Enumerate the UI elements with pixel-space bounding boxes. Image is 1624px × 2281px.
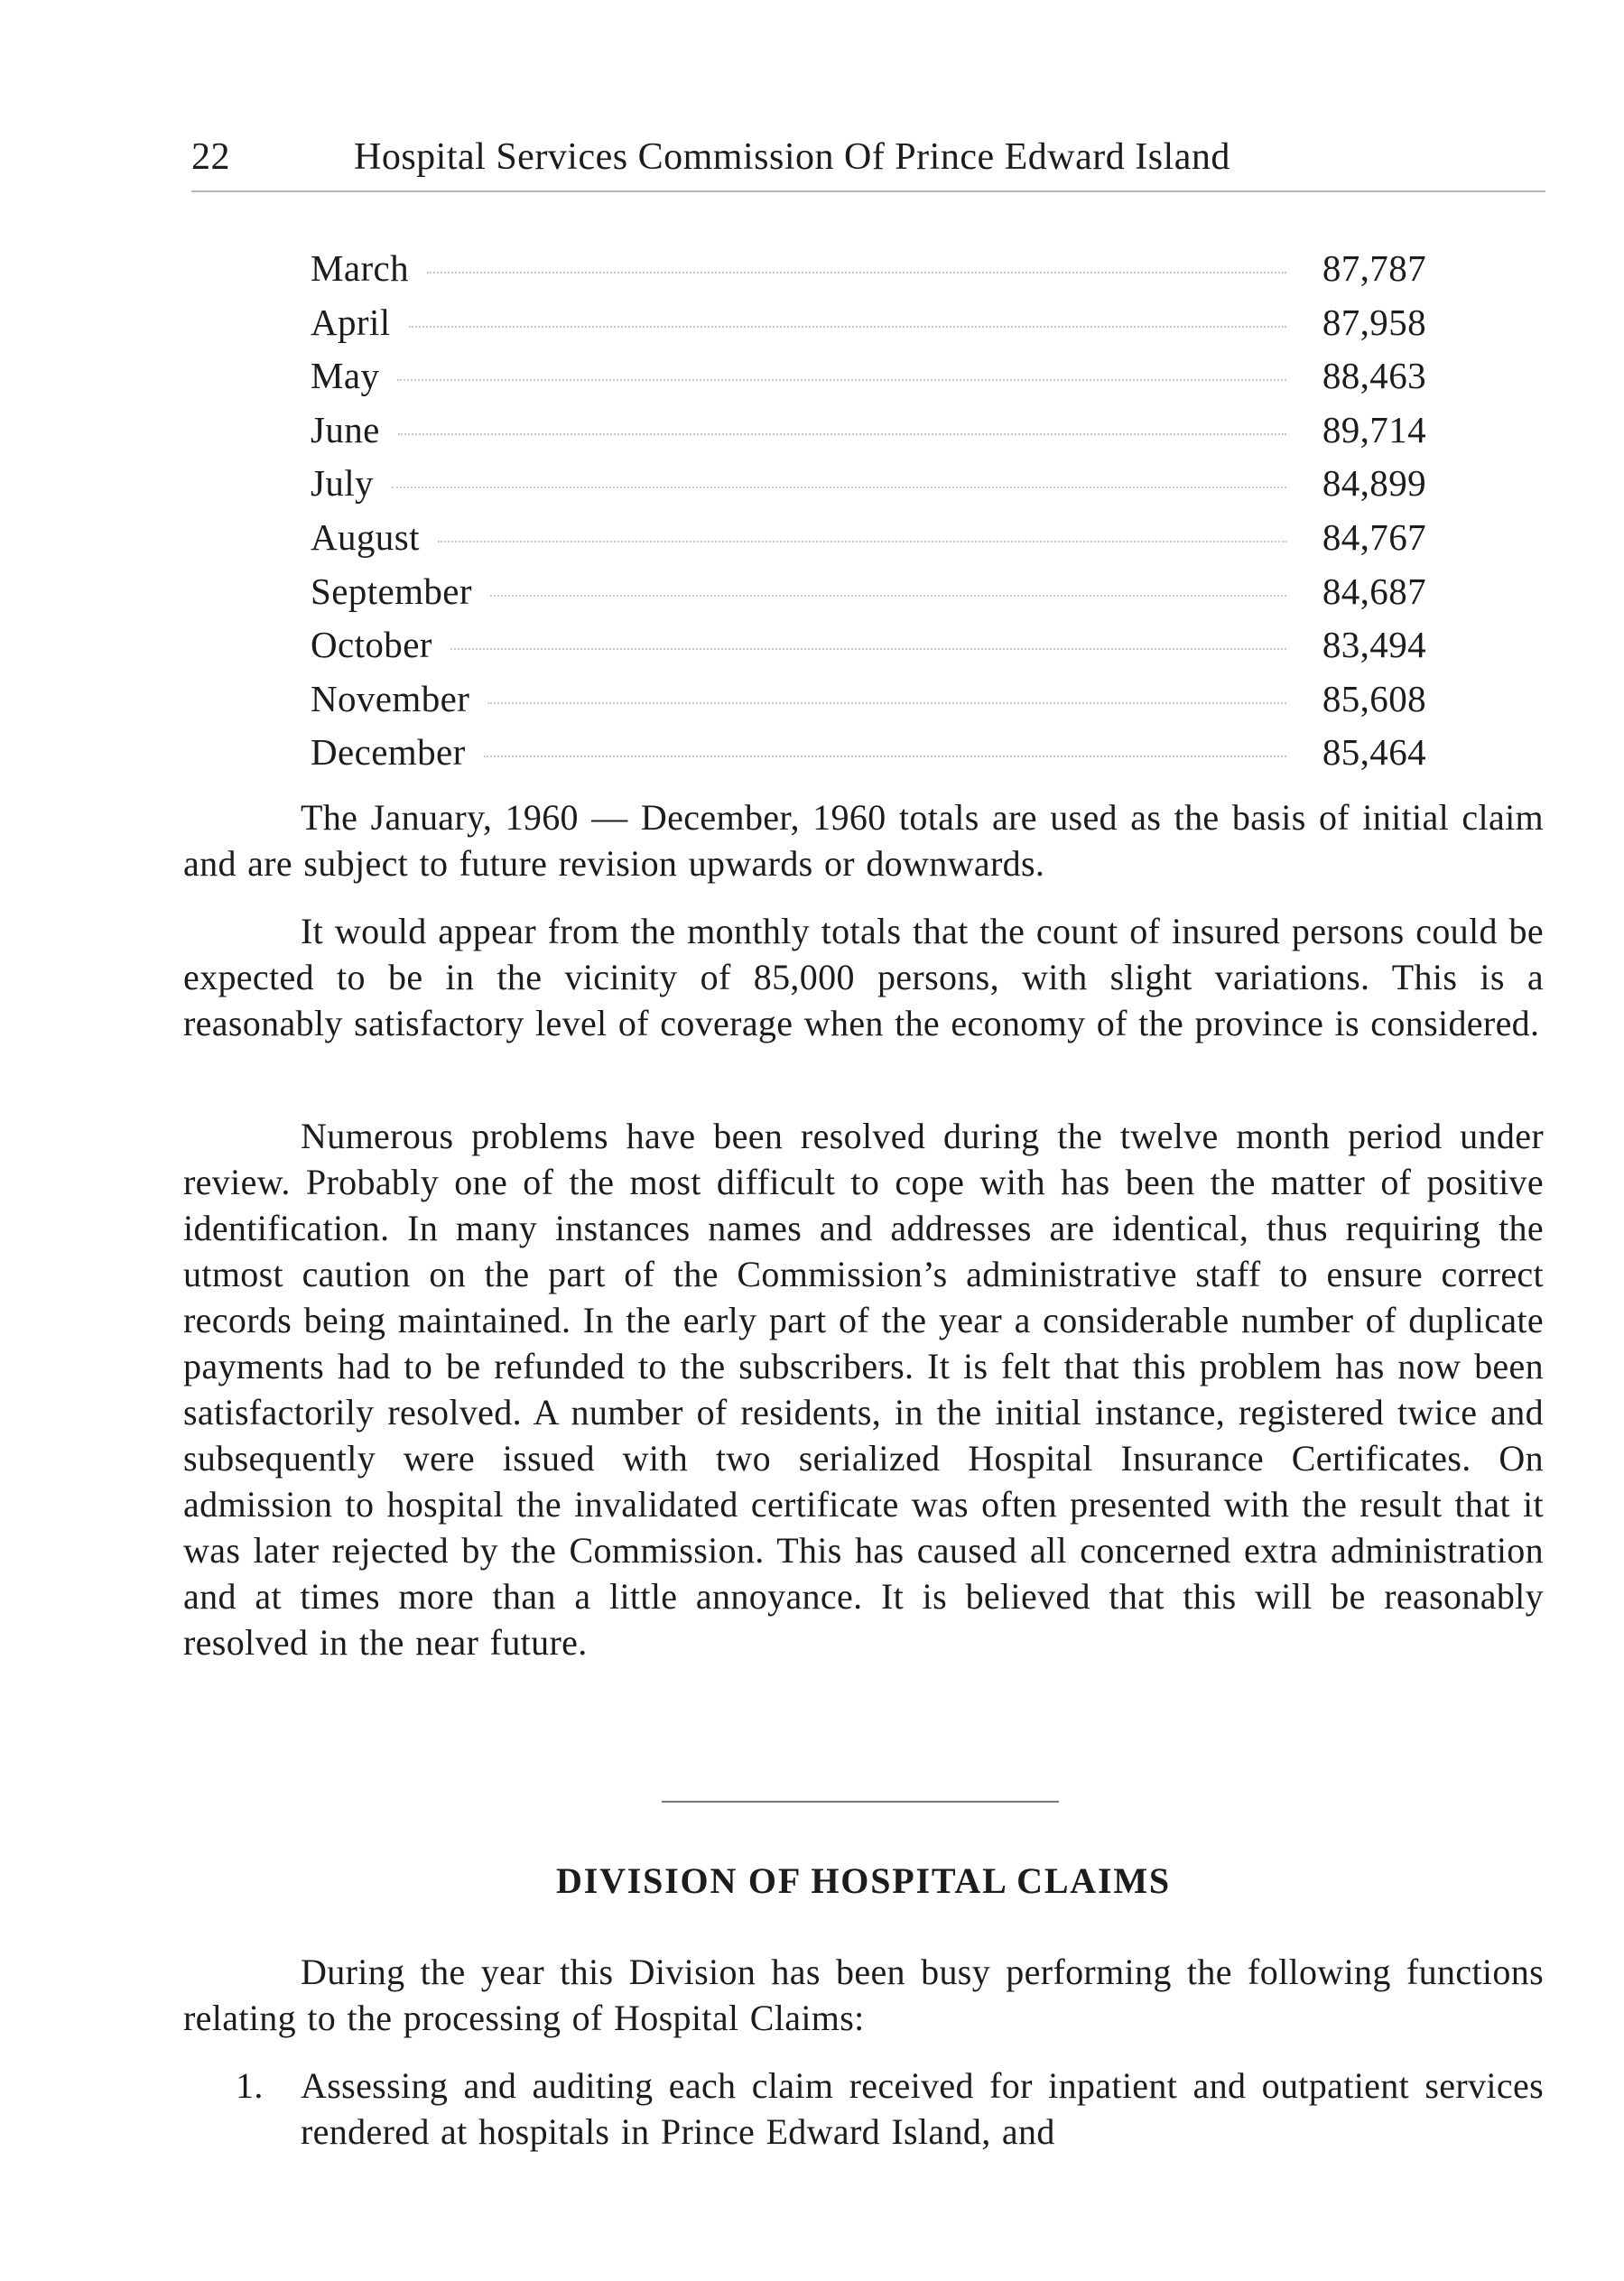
running-title: Hospital Services Commission Of Prince Edward Island [354,136,1230,178]
month-label: July [311,462,374,505]
paragraph-totals-basis: The January, 1960 — December, 1960 totals are used as the basis of initial claim and are subject to future revision upwards or downwards. [183,797,1544,884]
month-label: October [311,624,432,666]
table-row [311,403,1426,458]
month-value: 89,714 [1322,408,1426,450]
dot-leader [398,433,1286,435]
table-row [311,457,1426,511]
dot-leader [490,595,1286,597]
dot-leader [392,487,1286,488]
dot-leader [484,756,1286,757]
month-value: 87,958 [1322,301,1426,343]
dot-leader [427,272,1286,274]
month-value: 84,687 [1322,570,1426,612]
month-value: 85,608 [1322,677,1426,719]
month-value: 88,463 [1322,355,1426,397]
month-label: December [311,731,466,774]
section-divider [662,1801,1059,1803]
list-item-text: Assessing and auditing each claim received for inpatient and outpatient services rendered at hospitals in Prince Edward Island, and [301,2065,1544,2152]
month-label: June [311,408,380,450]
month-label: August [311,515,420,558]
paragraph-problems: Numerous problems have been resolved during the twelve month period under review. Probably one of the most difficult to cope with has been the matter of positive identification. In many instances names and addresses are identical, thus requiring the utmost caution on the part of the Commission’s administrative staff to ensure correct records being maintained. In the early part of the year a considerable number of duplicate payments had to be refunded to the subscribers. It is felt that this problem has now been satisfactorily resolved. A number of residents, in the initial instance, registered twice and subsequently were issued with two serialized Hospital Insurance Certificates. On admission to hospital the invalidated certificate was often presented with the result that it was later rejected by the Commission. This has caused all concerned extra administration and at times more than a little annoyance. It is believed that this will be reasonably resolved in the near future. [183,1116,1544,1663]
table-row [311,511,1426,565]
table-row [311,618,1426,672]
list-item [183,2063,1544,2155]
list-item-number: 1. [236,2065,264,2106]
header-rule [191,190,1545,192]
running-header [191,134,1545,181]
paragraph-insured-count: It would appear from the monthly totals that the count of insured persons could be expected to be in the vicinity of 85,000 persons, with slight variations. This is a reasonably satisfactory level of coverage when the economy of the province is considered. [183,911,1544,1043]
table-row [311,349,1426,403]
dot-leader [438,541,1286,542]
table-row [311,726,1426,780]
month-label: March [311,247,410,289]
monthly-totals-table [311,242,1426,780]
section-heading: DIVISION OF HOSPITAL CLAIMS [556,1860,1171,1901]
section-intro: During the year this Division has been busy performing the following functions relating to the processing of Hospital Claims: [183,1952,1544,2038]
table-row [311,672,1426,727]
dot-leader [450,648,1286,650]
month-label: November [311,677,470,719]
table-row [311,242,1426,296]
dot-leader [409,326,1286,328]
table-row [311,565,1426,619]
month-value: 83,494 [1322,624,1426,666]
month-label: April [311,301,391,343]
month-label: May [311,355,380,397]
table-row [311,296,1426,350]
month-value: 84,899 [1322,462,1426,505]
page-number: 22 [191,136,230,178]
dot-leader [397,379,1285,381]
dot-leader [487,702,1286,704]
month-value: 85,464 [1322,731,1426,774]
month-value: 84,767 [1322,515,1426,558]
month-label: September [311,570,472,612]
month-value: 87,787 [1322,247,1426,289]
